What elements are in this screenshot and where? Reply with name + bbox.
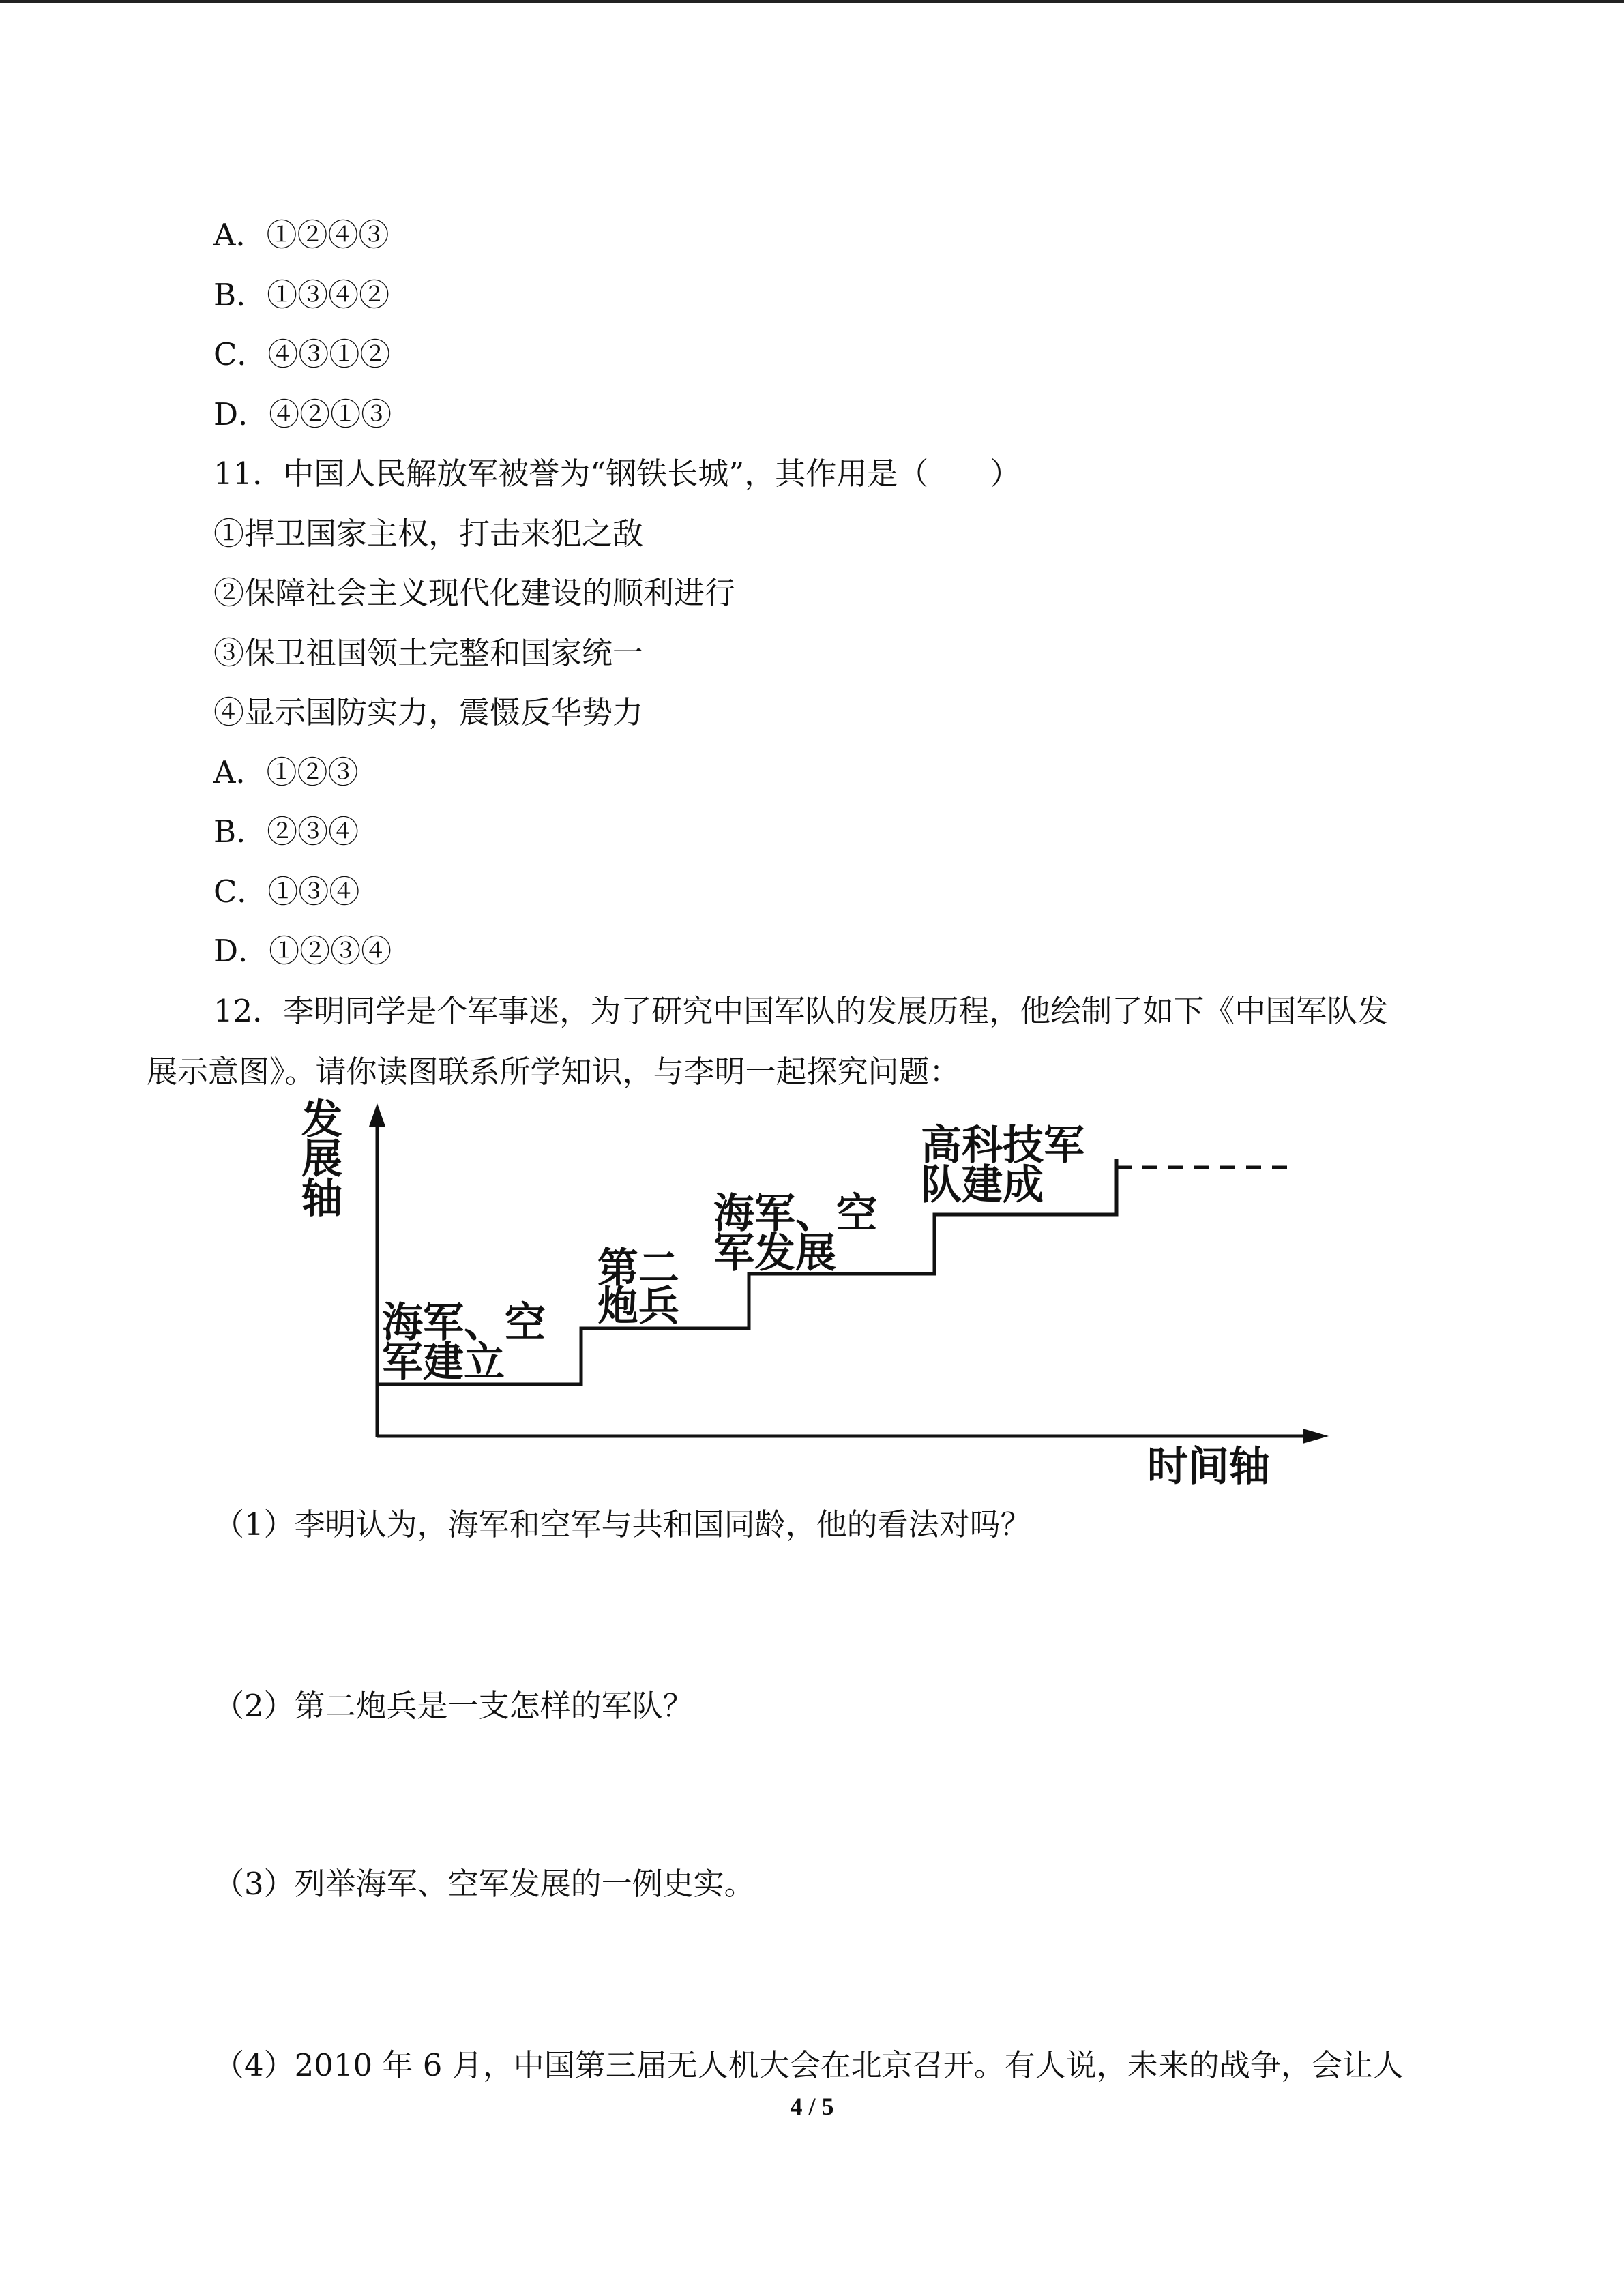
q10-option-d: D．④②①③ bbox=[213, 396, 392, 432]
step-1-label-line1: 海军、空 bbox=[382, 1299, 546, 1347]
q12-subquestion-1: （1）李明认为，海军和空军与共和国同龄，他的看法对吗？ bbox=[213, 1506, 1031, 1542]
step-2-label-line1: 第二 bbox=[597, 1244, 679, 1292]
q11-option-d: D．①②③④ bbox=[213, 933, 392, 969]
q12-subquestion-2: （2）第二炮兵是一支怎样的军队？ bbox=[213, 1688, 694, 1724]
q11-stem: 11．中国人民解放军被誉为“钢铁长城”，其作用是（ ） bbox=[213, 456, 1021, 492]
page-number: 4 / 5 bbox=[790, 2093, 834, 2120]
q11-item-2: ②保障社会主义现代化建设的顺利进行 bbox=[213, 575, 736, 611]
q10-option-a: A．①②④③ bbox=[213, 217, 389, 253]
q11-option-c: C．①③④ bbox=[213, 874, 360, 910]
step-4-label-line1: 高科技军 bbox=[921, 1122, 1084, 1169]
q11-option-b: B．②③④ bbox=[213, 814, 359, 850]
q11-item-3: ③保卫祖国领土完整和国家统一 bbox=[213, 635, 644, 671]
q11-item-1: ①捍卫国家主权，打击来犯之敌 bbox=[213, 516, 644, 552]
y-axis-arrow-icon bbox=[369, 1103, 385, 1127]
step-3-label-line2: 军发展 bbox=[713, 1229, 836, 1277]
step-2-label-line2: 炮兵 bbox=[597, 1283, 679, 1330]
x-axis-arrow-icon bbox=[1303, 1429, 1329, 1444]
q11-option-a: A．①②③ bbox=[213, 754, 359, 790]
y-axis-label-char-2: 展 bbox=[301, 1135, 342, 1183]
y-axis-label-char-3: 轴 bbox=[301, 1175, 342, 1223]
q12-stem-line2: 展示意图》。请你读图联系所学知识，与李明一起探究问题： bbox=[147, 1054, 960, 1090]
step-1-label-line2: 军建立 bbox=[382, 1339, 505, 1386]
step-3-label-line1: 海军、空 bbox=[713, 1190, 877, 1238]
y-axis-label-char-1: 发 bbox=[301, 1096, 342, 1144]
step-4-label-line2: 队建成 bbox=[921, 1161, 1044, 1209]
q10-option-b: B．①③④② bbox=[213, 277, 390, 313]
q10-option-c: C．④③①② bbox=[213, 336, 391, 372]
q12-subquestion-3: （3）列举海军、空军发展的一例史实。 bbox=[213, 1866, 755, 1902]
x-axis-label: 时间轴 bbox=[1147, 1443, 1270, 1491]
q11-item-4: ④显示国防实力，震慑反华势力 bbox=[213, 694, 644, 730]
q12-subquestion-4: （4）2010 年 6 月，中国第三届无人机大会在北京召开。有人说，未来的战争，会让人 bbox=[213, 2047, 1404, 2083]
q12-stem-line1: 12．李明同学是个军事迷，为了研究中国军队的发展历程，他绘制了如下《中国军队发 bbox=[213, 993, 1389, 1029]
